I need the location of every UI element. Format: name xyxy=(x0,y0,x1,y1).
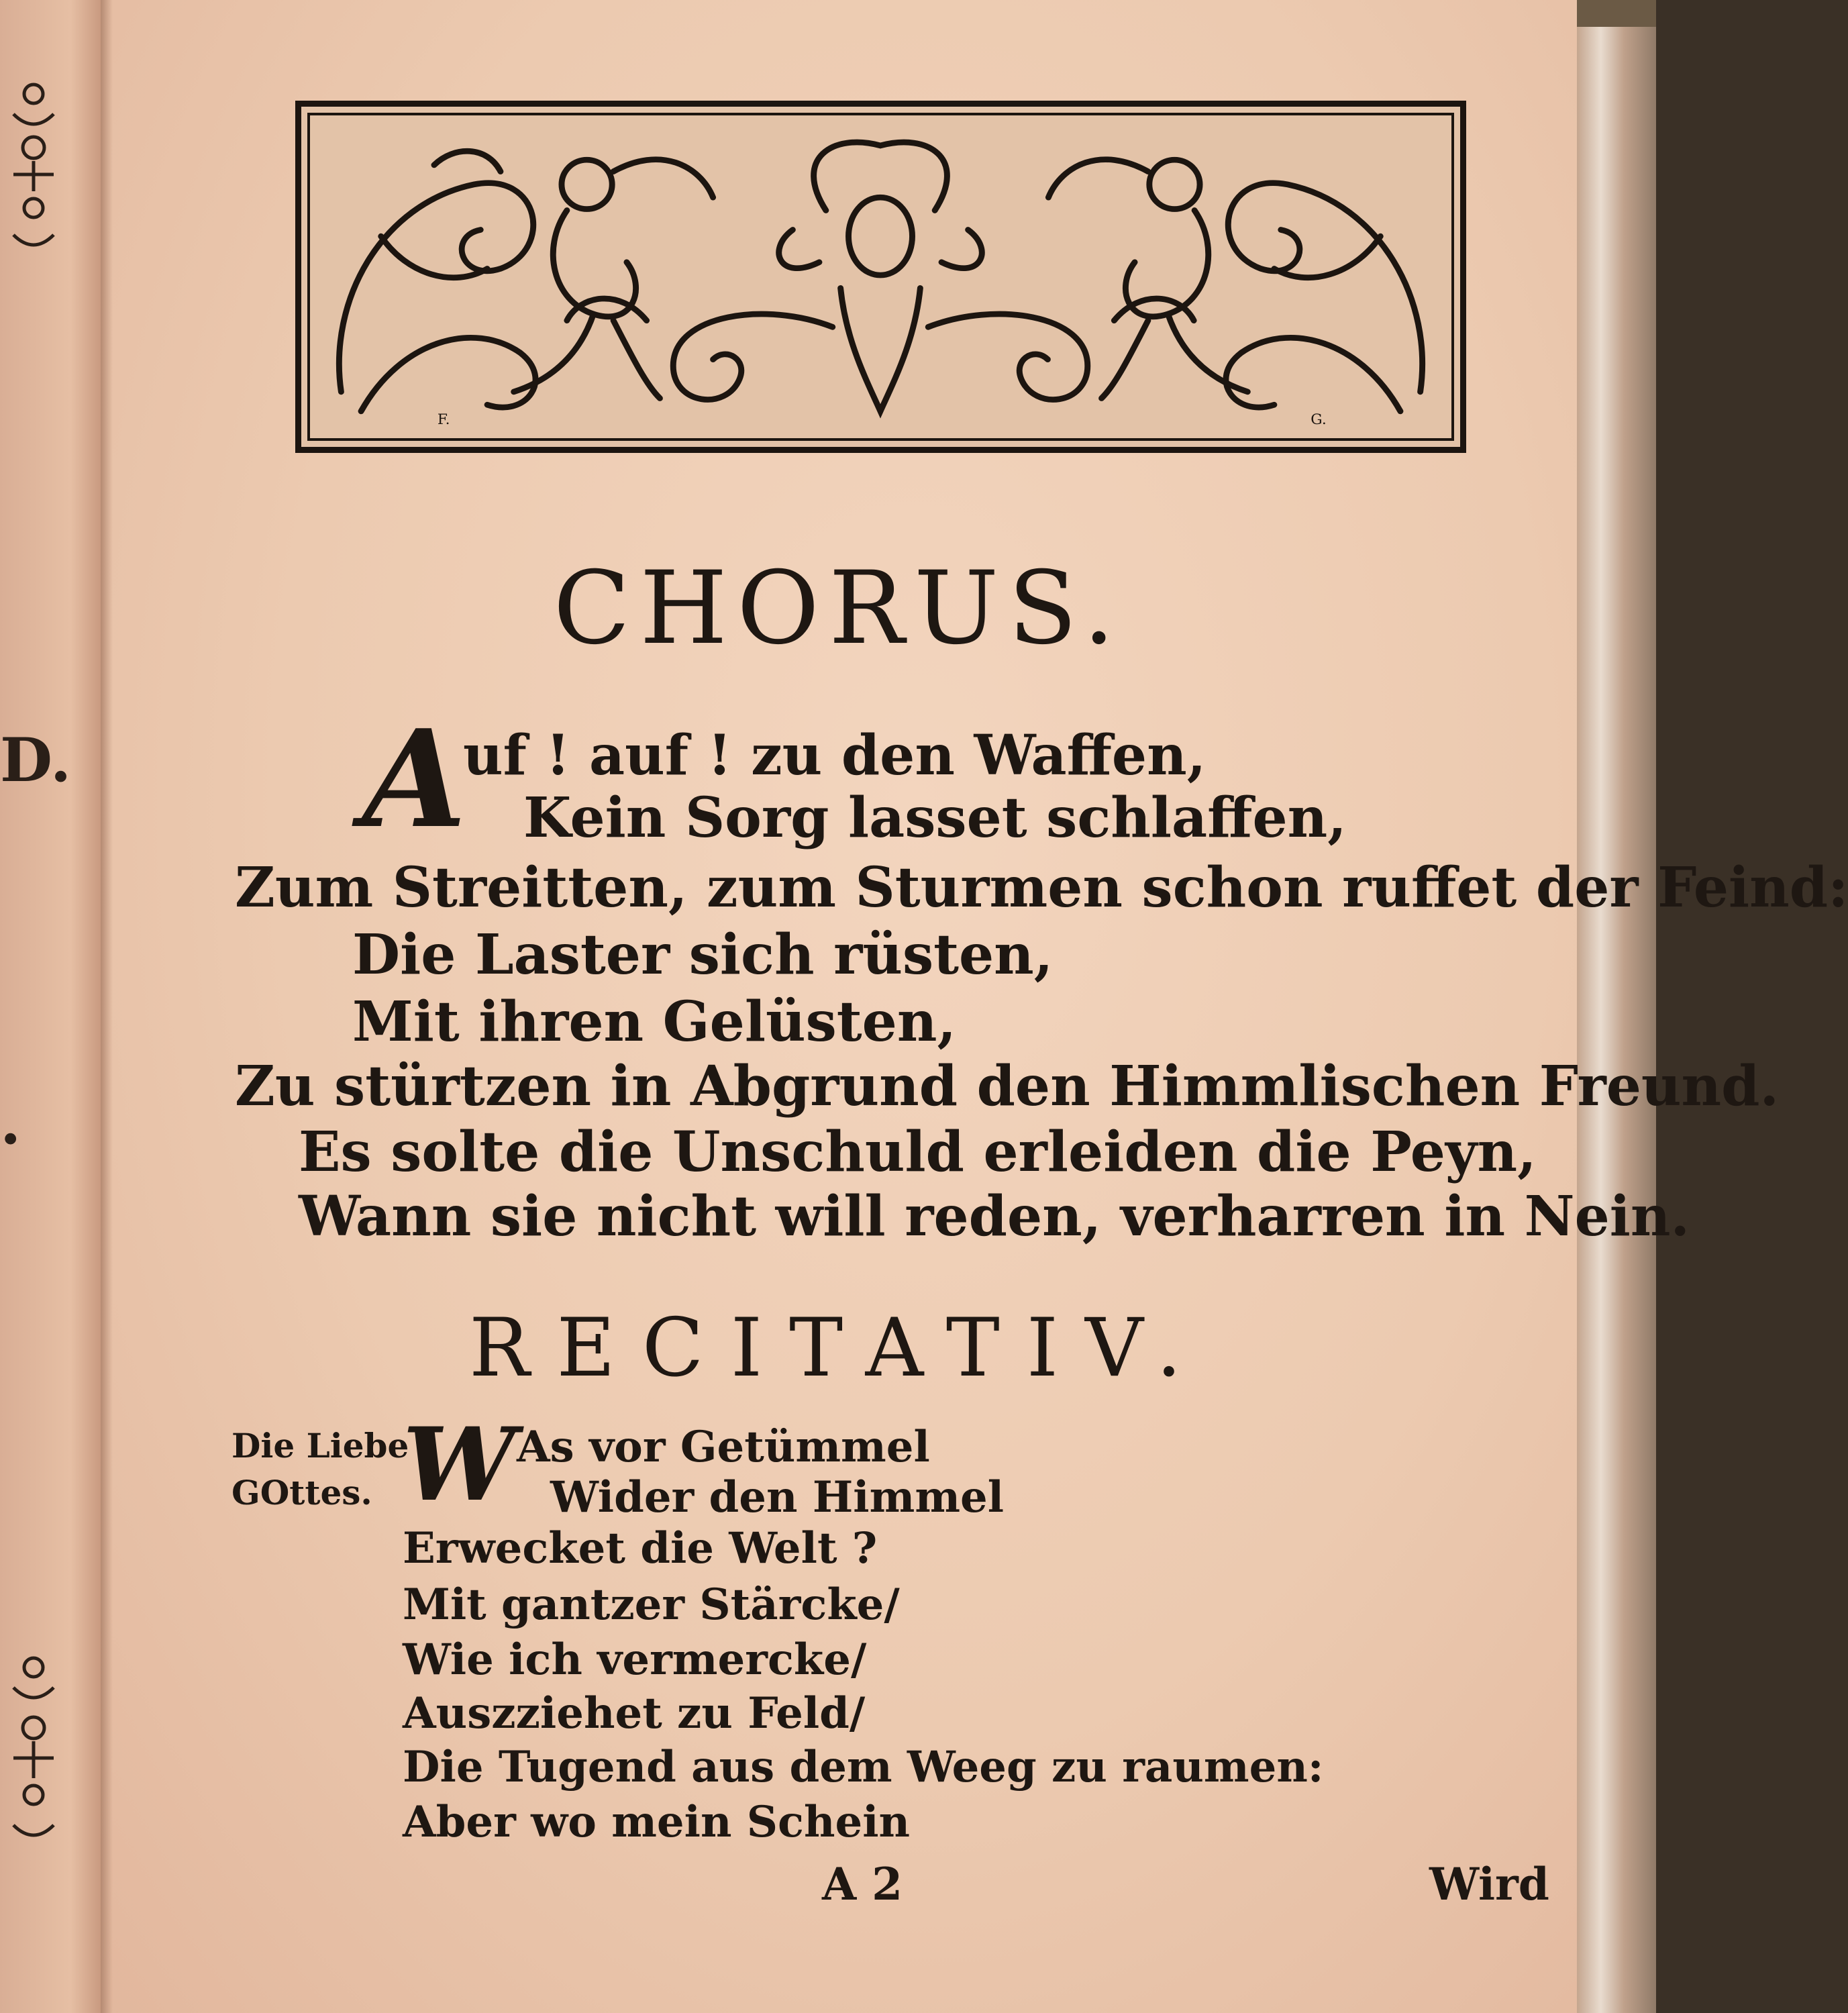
left-page-text-fragment: D. xyxy=(0,725,72,796)
recitativ-line-2: Wider den Himmel xyxy=(550,1472,1005,1522)
recitativ-heading: RECITATIV. xyxy=(468,1302,1209,1395)
recitativ-drop-cap: W xyxy=(403,1406,516,1524)
recitativ-line-4: Mit gantzer Stärcke/ xyxy=(403,1580,900,1630)
speaker-label-line-1: Die Liebe xyxy=(232,1426,409,1465)
left-page-ornament-bottom xyxy=(7,1651,60,1852)
page-edges xyxy=(1577,27,1656,2013)
chorus-line-3: Zum Streitten, zum Sturmen schon ruffet der Feind: xyxy=(235,856,1848,920)
recitativ-line-1: As vor Getümmel xyxy=(517,1422,930,1472)
chorus-line-4: Die Laster sich rüsten, xyxy=(352,923,1054,987)
woodcut-headpiece xyxy=(295,101,1466,453)
chorus-line-5: Mit ihren Gelüsten, xyxy=(352,990,956,1054)
chorus-line-6: Zu stürtzen in Abgrund den Himmlischen Freund. xyxy=(235,1054,1780,1119)
speaker-label-line-2: GOttes. xyxy=(232,1473,372,1512)
chorus-drop-cap: A xyxy=(362,701,467,858)
chorus-line-8: Wann sie nicht will reden, verharren in Nein. xyxy=(299,1184,1690,1249)
recitativ-line-8: Aber wo mein Schein xyxy=(403,1797,911,1847)
chorus-heading: CHORUS. xyxy=(553,550,1125,667)
chorus-line-7: Es solte die Unschuld erleiden die Peyn, xyxy=(299,1120,1537,1184)
left-facing-page xyxy=(0,0,103,2013)
signature-mark: A 2 xyxy=(822,1858,903,1910)
chorus-line-1: uf ! auf ! zu den Waffen, xyxy=(463,723,1207,788)
recitativ-line-7: Die Tugend aus dem Weeg zu raumen: xyxy=(403,1742,1324,1792)
headpiece-initial-right: G. xyxy=(1311,411,1327,429)
gutter-shadow xyxy=(101,0,113,2013)
headpiece-illustration xyxy=(301,107,1460,447)
chorus-line-2: Kein Sorg lasset schlaffen, xyxy=(523,786,1347,850)
headpiece-initial-left: F. xyxy=(437,411,450,429)
left-page-ornament-top xyxy=(7,74,60,262)
catchword: Wird xyxy=(1429,1858,1549,1910)
left-page-punctuation: . xyxy=(0,1087,21,1158)
recitativ-line-3: Erwecket die Welt ? xyxy=(403,1523,878,1573)
recitativ-line-5: Wie ich vermercke/ xyxy=(403,1635,867,1685)
recitativ-line-6: Auszziehet zu Feld/ xyxy=(403,1688,866,1739)
